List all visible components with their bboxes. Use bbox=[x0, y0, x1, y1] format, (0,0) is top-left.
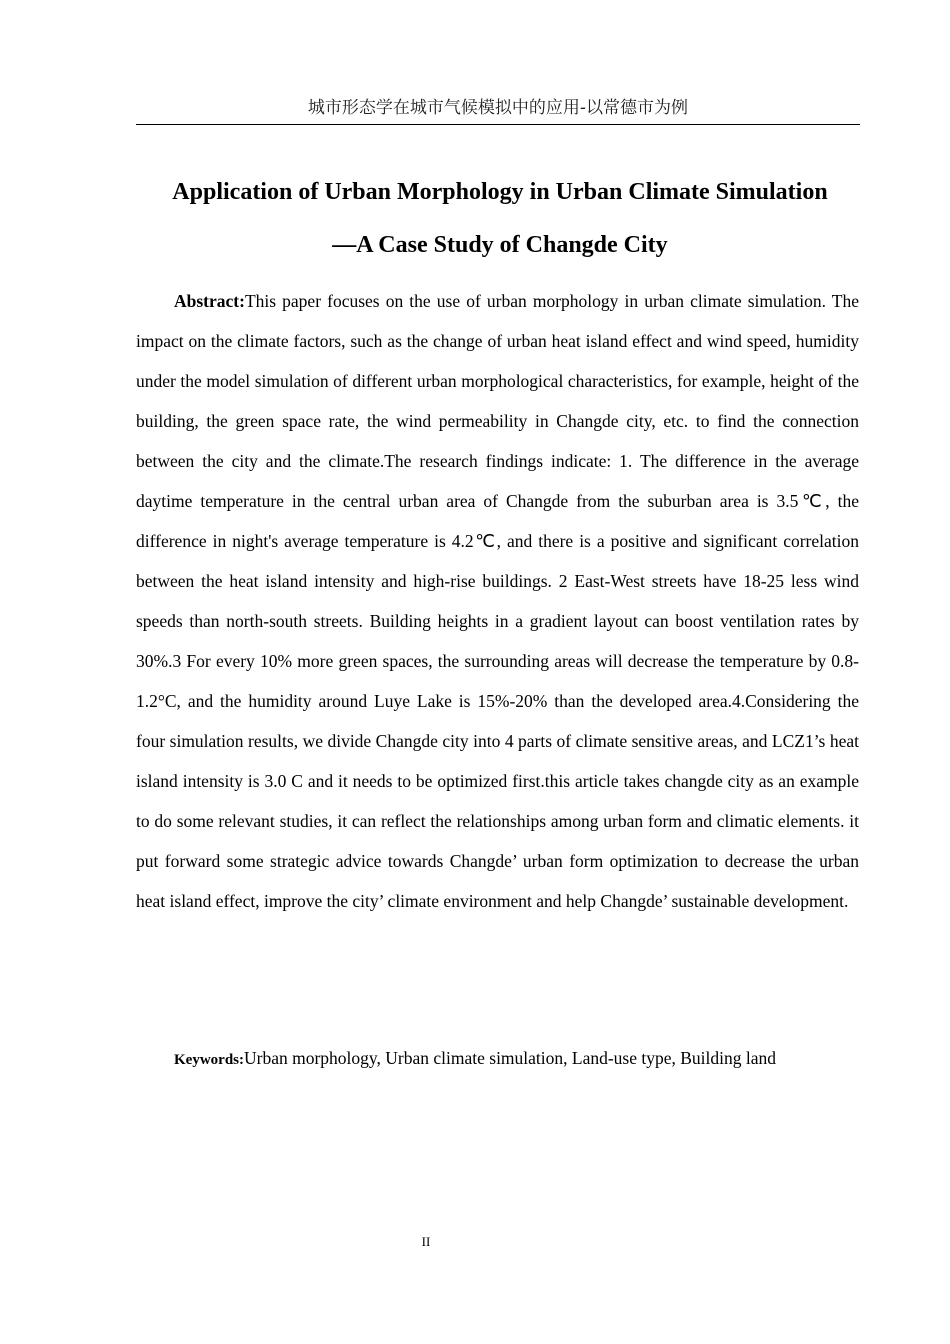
running-header bbox=[136, 96, 860, 125]
abstract-label: Abstract: bbox=[174, 291, 245, 311]
paper-title-line-2: —A Case Study of Changde City bbox=[332, 232, 668, 258]
abstract-text: This paper focuses on the use of urban morphology in urban climate simulation. The impact on the climate factors, such as the change of urban heat island effect and wind speed, humidity under the model simulation of different urban morphological characteristics, for example, height of the building, the green space rate, the wind permeability in Changde city, etc. to find the connection between the city and the climate.The research findings indicate: 1. The difference in the average daytime temperature in the central urban area of Changde from the suburban area is 3.5℃, the difference in night's average temperature is 4.2℃, and there is a positive and significant correlation between the heat island intensity and high-rise buildings. 2 East-West streets have 18-25 less wind speeds than north-south streets. Building heights in a gradient layout can boost ventilation rates by 30%.3 For every 10% more green spaces, the surrounding areas will decrease the temperature by 0.8-1.2°C, and the humidity around Luye Lake is 15%-20% than the developed area.4.Considering the four simulation results, we divide Changde city into 4 parts of climate sensitive areas, and LCZ1’s heat island intensity is 3.0 C and it needs to be optimized first.this article takes changde city as an example to do some relevant studies, it can reflect the relationships among urban form and climatic elements. it put forward some strategic advice towards Changde’ urban form optimization to decrease the urban heat island effect, improve the city’ climate environment and help Changde’ sustainable development. bbox=[136, 291, 859, 911]
running-header-title: 城市形态学在城市气候模拟中的应用-以常德市为例 bbox=[307, 98, 689, 118]
paper-title bbox=[120, 166, 880, 272]
keywords-text: Urban morphology, Urban climate simulation, Land-use type, Building land bbox=[244, 1048, 777, 1068]
page-number: II bbox=[421, 1234, 431, 1249]
keywords-label: Keywords: bbox=[174, 1052, 244, 1068]
paper-title-line-1: Application of Urban Morphology in Urban Climate Simulation bbox=[172, 179, 828, 205]
abstract-paragraph bbox=[136, 281, 859, 921]
keywords-paragraph bbox=[136, 1038, 859, 1080]
